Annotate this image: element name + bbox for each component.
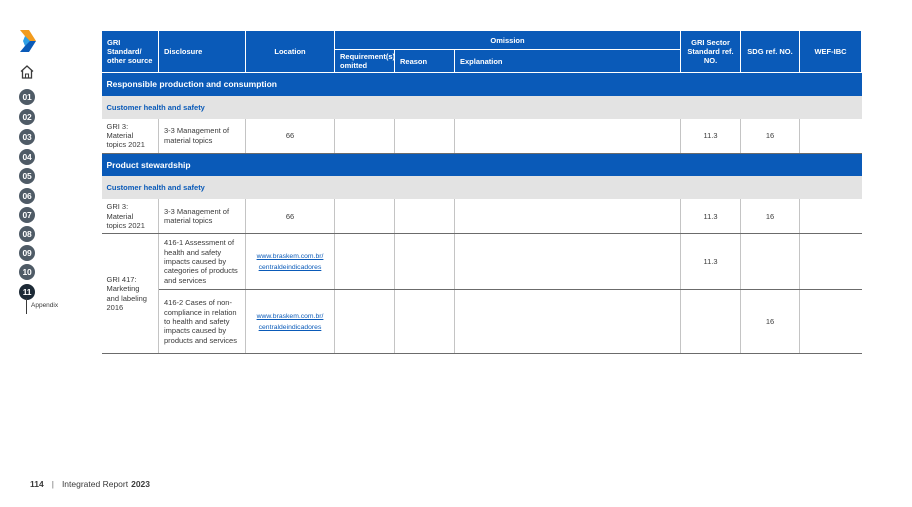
location-cell [246,234,335,290]
explanation-cell [455,199,681,234]
header-gri-standard: GRI Standard/ other source [102,31,159,73]
header-requirements-omitted: Requirement(s) omitted [335,50,395,73]
explanation-cell [455,290,681,354]
location-cell: 66 [246,199,335,234]
requirements-cell [335,234,395,290]
chapter-06-button[interactable]: 06 [19,188,35,204]
chapter-03-button[interactable]: 03 [19,129,35,145]
braskem-logo-icon[interactable] [19,30,37,52]
footer-divider: | [51,479,54,489]
header-reason: Reason [395,50,455,73]
explanation-cell [455,234,681,290]
active-chapter-label: Appendix [31,302,59,309]
home-icon[interactable] [19,64,35,80]
indicators-link[interactable]: www.braskem.com.br/ centraldeindicadores [256,313,324,331]
chapter-01-button[interactable]: 01 [19,89,35,105]
reason-cell [395,199,455,234]
disclosure-cell: 3-3 Management of material topics [159,119,246,154]
standard-cell: GRI 417: Marketing and labeling 2016 [102,234,159,354]
table-row [102,234,862,290]
report-year: 2023 [131,479,151,489]
table-row [102,119,862,154]
reason-cell [395,119,455,154]
header-disclosure: Disclosure [159,31,246,73]
table-row [102,199,862,234]
report-title: Integrated Report [61,479,129,489]
table-row [102,290,862,354]
subsection-title: Customer health and safety [102,176,862,199]
location-cell: 66 [246,119,335,154]
wef-cell [800,234,862,290]
gri-sector-cell [681,290,741,354]
sdg-cell: 16 [741,199,800,234]
chapter-04-button[interactable]: 04 [19,149,35,165]
indicators-link[interactable]: www.braskem.com.br/ centraldeindicadores [256,253,324,271]
chapter-05-button[interactable]: 05 [19,168,35,184]
wef-cell [800,119,862,154]
standard-cell: GRI 3: Material topics 2021 [102,119,159,154]
chapter-11-button[interactable]: 11 [19,284,35,300]
sdg-cell: 16 [741,119,800,154]
header-explanation: Explanation [455,50,681,73]
header-wef-ibc: WEF-IBC [800,31,862,73]
chapter-10-button[interactable]: 10 [19,264,35,280]
chapter-08-button[interactable]: 08 [19,226,35,242]
disclosure-cell: 416-2 Cases of non-compliance in relation to health and safety impacts caused by products and services [159,290,246,354]
subsection-row [102,176,862,199]
chapter-02-button[interactable]: 02 [19,109,35,125]
active-indicator-line [26,298,27,314]
sdg-cell [741,234,800,290]
requirements-cell [335,119,395,154]
explanation-cell [455,119,681,154]
header-omission: Omission [335,31,681,50]
subsection-title: Customer health and safety [102,96,862,119]
reason-cell [395,290,455,354]
disclosure-cell: 3-3 Management of material topics [159,199,246,234]
section-row [102,153,862,176]
requirements-cell [335,199,395,234]
page-footer [30,479,150,489]
gri-content-index-table [101,30,862,354]
sdg-cell: 16 [741,290,800,354]
section-title: Product stewardship [102,153,862,176]
subsection-row [102,96,862,119]
header-location: Location [246,31,335,73]
wef-cell [800,290,862,354]
disclosure-cell: 416-1 Assessment of health and safety impacts caused by categories of products and services [159,234,246,290]
reason-cell [395,234,455,290]
chapter-09-button[interactable]: 09 [19,245,35,261]
section-title: Responsible production and consumption [102,73,862,96]
header-sdg: SDG ref. NO. [741,31,800,73]
wef-cell [800,199,862,234]
section-row [102,73,862,96]
gri-sector-cell: 11.3 [681,199,741,234]
gri-sector-cell: 11.3 [681,234,741,290]
page-number: 114 [30,479,44,489]
header-gri-sector: GRI Sector Standard ref. NO. [681,31,741,73]
standard-cell: GRI 3: Material topics 2021 [102,199,159,234]
requirements-cell [335,290,395,354]
gri-sector-cell: 11.3 [681,119,741,154]
chapter-07-button[interactable]: 07 [19,207,35,223]
location-cell [246,290,335,354]
